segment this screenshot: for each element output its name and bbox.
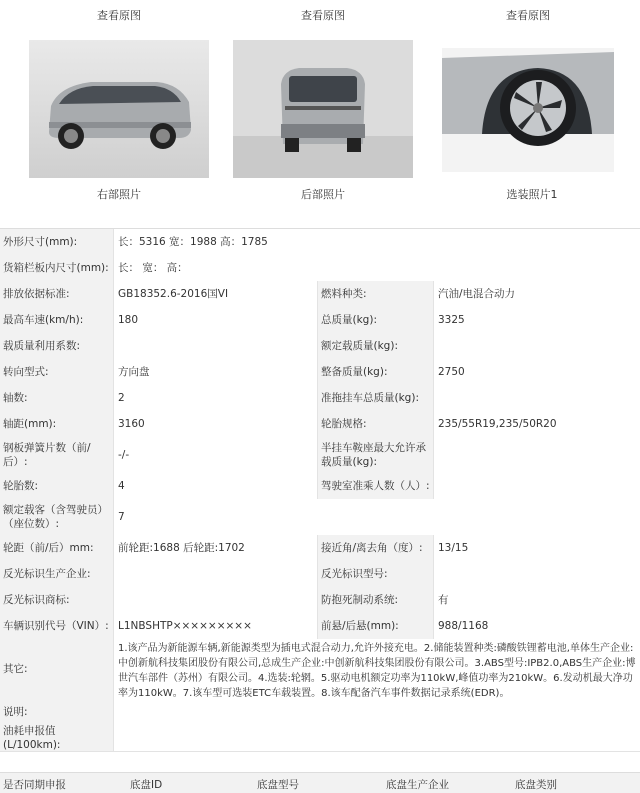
spec-row-seats (0, 499, 640, 536)
spec-row-note (0, 699, 640, 726)
col-chassis-maker: 底盘生产企业 (386, 779, 449, 791)
cab-capacity-value (434, 473, 640, 499)
photo-caption: 选装照片1 (506, 188, 558, 201)
cargo-label: 货箱栏板内尺寸(mm): (0, 255, 114, 281)
view-original-link[interactable]: 查看原图 (97, 9, 141, 22)
fuel-type-value: 汽油/电混合动力 (434, 281, 640, 307)
col-chassis-type: 底盘类别 (515, 779, 557, 791)
spec-row-wheelbase (0, 411, 640, 438)
reflect-brand-label: 反光标识商标: (0, 587, 114, 613)
note-label: 说明: (0, 699, 114, 725)
rated-load-value (434, 333, 640, 359)
emission-label: 排放依据标准: (0, 281, 114, 307)
spec-row-dimensions (0, 229, 640, 256)
emission-value: GB18352.6-2016国VI (114, 281, 318, 307)
spec-row-emission (0, 281, 640, 308)
dims-label: 外形尺寸(mm): (0, 229, 114, 255)
photo-optional (442, 0, 614, 201)
spec-table (0, 228, 640, 751)
wheel-photo[interactable] (442, 48, 614, 172)
chassis-table-header (0, 772, 640, 793)
total-mass-value: 3325 (434, 307, 640, 333)
wheelbase-label: 轴距(mm): (0, 411, 114, 437)
abs-value: 有 (434, 587, 640, 613)
tire-count-label: 轮胎数: (0, 473, 114, 499)
tire-spec-label: 轮胎规格: (318, 411, 434, 437)
total-mass-label: 总质量(kg): (318, 307, 434, 333)
trailer-mass-value (434, 385, 640, 411)
trailer-mass-label: 准拖挂车总质量(kg): (318, 385, 434, 411)
load-util-value (114, 333, 318, 359)
curb-mass-value: 2750 (434, 359, 640, 385)
spec-row-vin (0, 613, 640, 640)
reflect-model-label: 反光标识型号: (318, 561, 434, 587)
vin-value: L1NBSHTP××××××××× (114, 613, 318, 639)
steering-value: 方向盘 (114, 359, 318, 385)
photo-rear (233, 0, 413, 201)
saddle-value (434, 437, 640, 473)
other-value: 1.该产品为新能源车辆,新能源类型为插电式混合动力,允许外接充电。2.储能装置种类:磷酸铁锂蓄电池,单体生产企业:中创新航科技集团股份有限公司,总成生产企业:中创新航科技集团股份有限公司。3.ABS型号:IPB2.0,ABS生产企业:博世汽车部件（苏州）有限公司。4.选装:轮辋。5.驱动电机额定功率为110kW,峰值功率为210kW。6.发动机最大净功率为110kW。7.该车型可选装ETC车载装置。8.该车配备汽车事件数据记录系统(EDR)。 (114, 639, 640, 699)
spec-row-steering (0, 359, 640, 386)
view-original-link[interactable]: 查看原图 (301, 9, 345, 22)
fuel-type-label: 燃料种类: (318, 281, 434, 307)
spring-value: -/- (114, 437, 318, 473)
spec-row-spring (0, 437, 640, 474)
spring-label: 钢板弹簧片数（前/后）: (0, 437, 114, 473)
rear-photo[interactable] (233, 40, 413, 178)
angle-value: 13/15 (434, 535, 640, 561)
spec-row-axles (0, 385, 640, 412)
col-chassis-id: 底盘ID (130, 779, 163, 791)
photo-right (29, 0, 209, 201)
load-util-label: 载质量利用系数: (0, 333, 114, 359)
axles-label: 轴数: (0, 385, 114, 411)
rated-load-label: 额定载质量(kg): (318, 333, 434, 359)
cargo-value: 长： 宽： 高： (114, 255, 640, 281)
track-value: 前轮距:1688 后轮距:1702 (114, 535, 318, 561)
spec-row-speed (0, 307, 640, 334)
axles-value: 2 (114, 385, 318, 411)
angle-label: 接近角/离去角（度）: (318, 535, 434, 561)
max-speed-label: 最高车速(km/h): (0, 307, 114, 333)
saddle-label: 半挂车鞍座最大允许承载质量(kg): (318, 437, 434, 473)
col-concurrent-declare: 是否同期申报 (3, 779, 66, 791)
wheelbase-value: 3160 (114, 411, 318, 437)
tire-spec-value: 235/55R19,235/50R20 (434, 411, 640, 437)
overhang-label: 前悬/后悬(mm): (318, 613, 434, 639)
spec-row-load (0, 333, 640, 360)
fuel-consumption-label: 油耗申报值(L/100km): (0, 725, 114, 751)
reflect-brand-value (114, 587, 318, 613)
vin-label: 车辆识别代号（VIN）: (0, 613, 114, 639)
reflect-mfr-value (114, 561, 318, 587)
photo-caption: 后部照片 (301, 188, 345, 201)
seats-value: 7 (114, 499, 640, 535)
max-speed-value: 180 (114, 307, 318, 333)
curb-mass-label: 整备质量(kg): (318, 359, 434, 385)
view-original-link[interactable]: 查看原图 (506, 9, 550, 22)
spec-row-reflect (0, 561, 640, 588)
abs-label: 防抱死制动系统: (318, 587, 434, 613)
col-chassis-model: 底盘型号 (257, 779, 299, 791)
track-label: 轮距（前/后）mm: (0, 535, 114, 561)
fuel-consumption-value (114, 725, 640, 751)
reflect-model-value (434, 561, 640, 587)
overhang-value: 988/1168 (434, 613, 640, 639)
seats-label: 额定载客（含驾驶员）（座位数）: (0, 499, 114, 535)
cab-capacity-label: 驾驶室准乘人数（人）: (318, 473, 434, 499)
spec-row-cargo (0, 255, 640, 282)
spec-row-brand (0, 587, 640, 614)
spec-row-fuel-consumption (0, 725, 640, 752)
note-value (114, 699, 640, 725)
photo-gallery (0, 0, 640, 212)
photo-caption: 右部照片 (97, 188, 141, 201)
spec-row-track (0, 535, 640, 562)
tire-count-value: 4 (114, 473, 318, 499)
dims-value: 长：5316 宽：1988 高：1785 (114, 229, 640, 255)
right-side-photo[interactable] (29, 40, 209, 178)
spec-row-other (0, 639, 640, 700)
spec-row-tires (0, 473, 640, 500)
steering-label: 转向型式: (0, 359, 114, 385)
other-label: 其它: (0, 639, 114, 699)
reflect-mfr-label: 反光标识生产企业: (0, 561, 114, 587)
